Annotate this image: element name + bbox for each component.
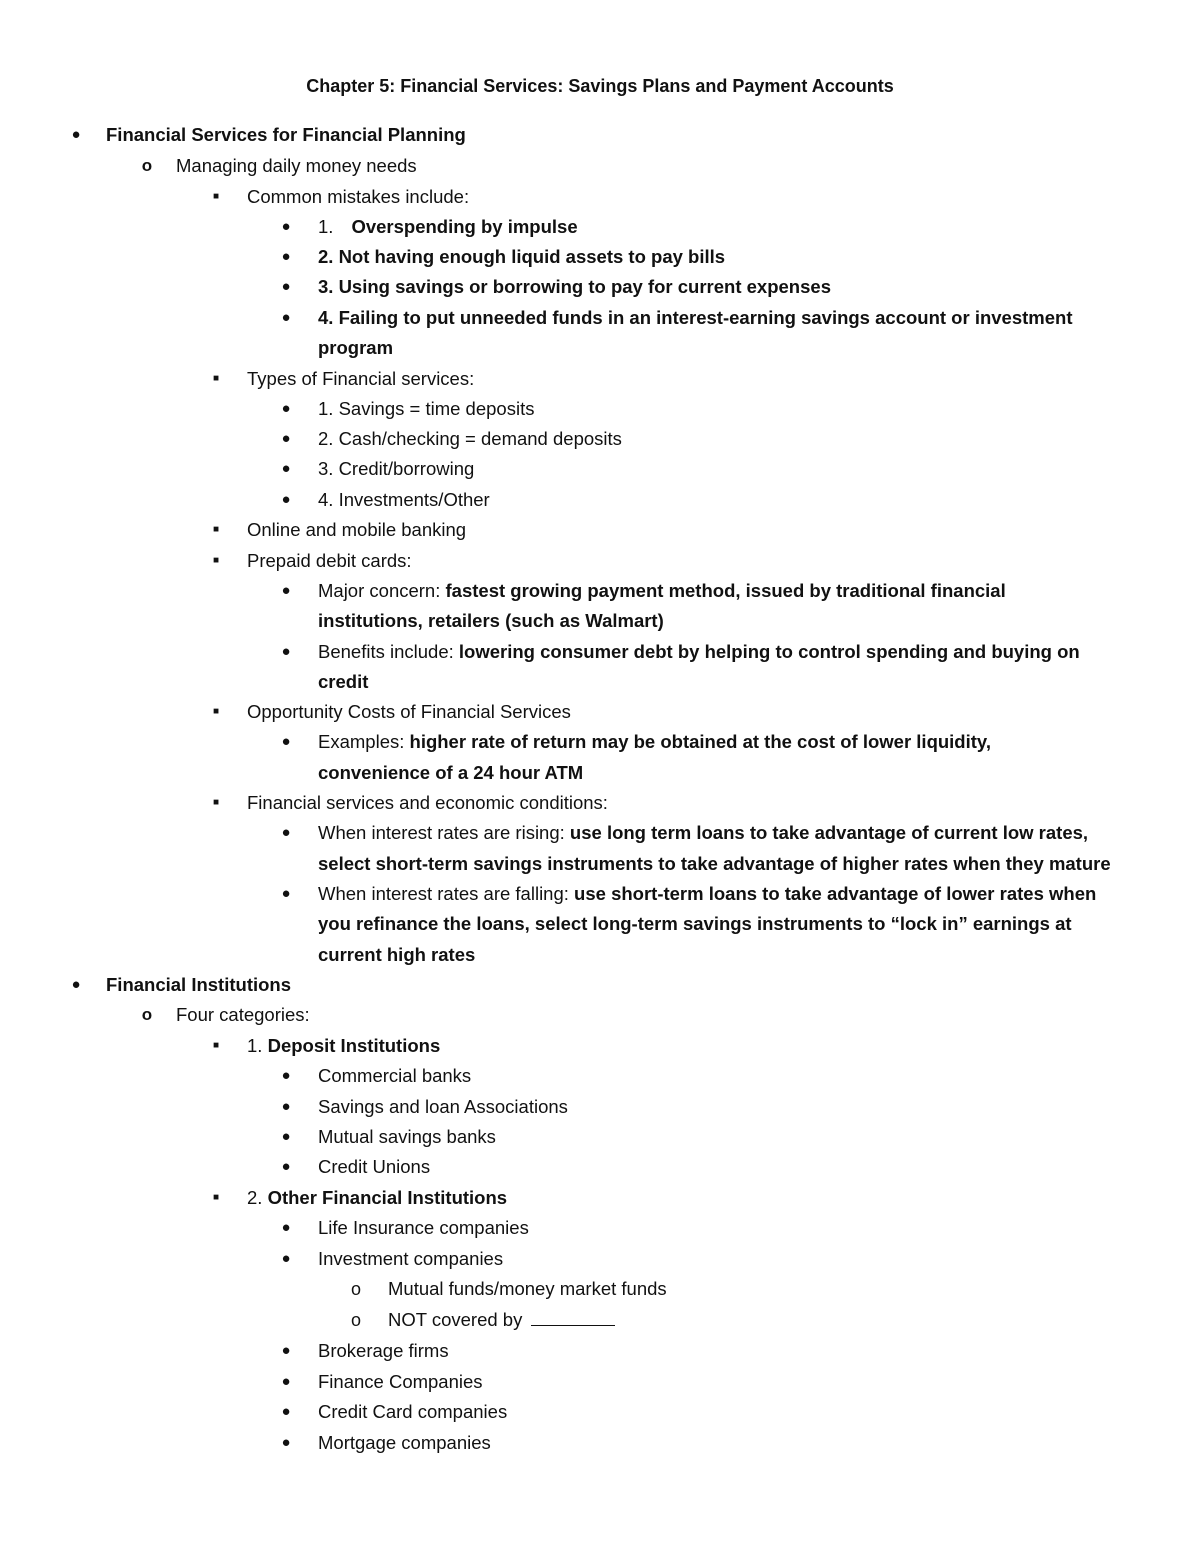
item-label: When interest rates are rising: (318, 822, 570, 843)
list-item (0, 151, 1200, 181)
item-text: 1. Savings = time deposits (318, 398, 535, 419)
item-label: Major concern: (318, 580, 446, 601)
disc-bullet-icon: ● (281, 248, 291, 265)
circle-bullet-icon: o (141, 156, 153, 175)
disc-bullet-icon: ● (281, 1434, 291, 1451)
disc-bullet-icon: ● (281, 309, 291, 326)
list-item (0, 1183, 1200, 1213)
item-text (247, 1031, 440, 1061)
list-item (0, 1152, 1200, 1182)
list-item (0, 1092, 1200, 1122)
item-text: Common mistakes include: (247, 186, 470, 207)
item-bold-text: fastest growing payment method, issued by traditional financial (445, 580, 1006, 601)
item-bold-text: higher rate of return may be obtained at the cost of lower liquidity, (409, 731, 991, 752)
list-item-continuation (0, 667, 1200, 697)
heading-text: Financial Institutions (106, 974, 292, 995)
list-item (0, 697, 1200, 727)
list-item (0, 454, 1200, 484)
disc-bullet-icon: ● (281, 1403, 291, 1420)
item-label: NOT covered by (388, 1309, 528, 1330)
disc-bullet-icon: ● (281, 733, 291, 750)
list-item (0, 727, 1200, 757)
item-bold-text: lowering consumer debt by helping to control spending and buying on (458, 641, 1080, 662)
item-label: Examples: (318, 731, 410, 752)
square-bullet-icon: ■ (212, 706, 220, 717)
disc-bullet-icon: ● (281, 1098, 291, 1115)
item-text: Credit Unions (318, 1156, 431, 1177)
list-item (0, 1061, 1200, 1091)
disc-bullet-icon: ● (71, 976, 81, 993)
disc-bullet-icon: ● (281, 885, 291, 902)
list-item (0, 1428, 1200, 1458)
section-heading-financial-services (0, 120, 1200, 150)
list-item (0, 303, 1200, 333)
list-item (0, 272, 1200, 302)
list-item (0, 182, 1200, 212)
square-bullet-icon: ■ (212, 524, 220, 535)
circle-bullet-icon: o (141, 1005, 153, 1024)
disc-bullet-icon: ● (281, 1067, 291, 1084)
item-text: 3. Using savings or borrowing to pay for current expenses (318, 276, 831, 297)
item-number: 2. (247, 1187, 268, 1208)
square-bullet-icon: ■ (212, 797, 220, 808)
item-text: current high rates (318, 944, 476, 965)
list-item-continuation (0, 333, 1200, 363)
item-text (388, 1305, 615, 1335)
disc-bullet-icon: ● (281, 1373, 291, 1390)
item-text (318, 818, 1088, 848)
list-item (0, 1367, 1200, 1397)
item-label: Benefits include: (318, 641, 459, 662)
item-text: 3. Credit/borrowing (318, 458, 475, 479)
item-number: 1. (247, 1035, 268, 1056)
item-text: Managing daily money needs (176, 155, 417, 176)
list-item (0, 212, 1200, 242)
square-bullet-icon: ■ (212, 373, 220, 384)
disc-bullet-icon: ● (281, 1158, 291, 1175)
item-bold-text: use short-term loans to take advantage of lower rates when (574, 883, 1097, 904)
item-text: select short-term savings instruments to take advantage of higher rates when they mature (318, 853, 1111, 874)
disc-bullet-icon: ● (281, 643, 291, 660)
item-text: Savings and loan Associations (318, 1096, 568, 1117)
list-item (0, 485, 1200, 515)
list-item (0, 1305, 1200, 1335)
item-text (318, 879, 1096, 909)
list-item (0, 242, 1200, 272)
disc-bullet-icon: ● (281, 278, 291, 295)
disc-bullet-icon: ● (281, 824, 291, 841)
item-text: institutions, retailers (such as Walmart) (318, 610, 664, 631)
item-text (318, 576, 1006, 606)
item-text: Life Insurance companies (318, 1217, 529, 1238)
item-text: Investment companies (318, 1248, 504, 1269)
item-bold-text: Other Financial Institutions (267, 1187, 508, 1208)
circle-bullet-icon: o (350, 1279, 361, 1299)
list-item (0, 1213, 1200, 1243)
list-item (0, 1000, 1200, 1030)
item-text: you refinance the loans, select long-term savings instruments to “lock in” earnings at (318, 913, 1072, 934)
disc-bullet-icon: ● (281, 1342, 291, 1359)
list-item-continuation (0, 606, 1200, 636)
item-text: Opportunity Costs of Financial Services (247, 701, 571, 722)
list-item (0, 879, 1200, 909)
item-text: 4. Failing to put unneeded funds in an interest-earning savings account or investment (318, 307, 1073, 328)
item-text: 2. Not having enough liquid assets to pay bills (318, 246, 726, 267)
item-text: Mutual savings banks (318, 1126, 496, 1147)
disc-bullet-icon: ● (281, 491, 291, 508)
disc-bullet-icon: ● (281, 218, 291, 235)
item-text: Online and mobile banking (247, 519, 467, 540)
disc-bullet-icon: ● (281, 582, 291, 599)
disc-bullet-icon: ● (281, 1128, 291, 1145)
item-text (318, 637, 1080, 667)
list-item (0, 424, 1200, 454)
item-text: Financial services and economic conditions: (247, 792, 608, 813)
list-item-continuation (0, 940, 1200, 970)
item-text: Prepaid debit cards: (247, 550, 412, 571)
item-bold-text: use long term loans to take advantage of current low rates, (569, 822, 1089, 843)
list-item (0, 515, 1200, 545)
list-item (0, 1122, 1200, 1152)
list-item (0, 364, 1200, 394)
item-text: program (318, 337, 394, 358)
section-heading-financial-institutions (0, 970, 1200, 1000)
disc-bullet-icon: ● (281, 460, 291, 477)
list-item (0, 1336, 1200, 1366)
square-bullet-icon: ■ (212, 191, 220, 202)
list-item (0, 1274, 1200, 1304)
item-text: Brokerage firms (318, 1340, 449, 1361)
item-text: Mortgage companies (318, 1432, 491, 1453)
circle-bullet-icon: o (350, 1310, 361, 1330)
list-item-continuation (0, 758, 1200, 788)
item-text: Finance Companies (318, 1371, 483, 1392)
item-text: credit (318, 671, 369, 692)
disc-bullet-icon: ● (281, 1219, 291, 1236)
item-text (318, 727, 991, 757)
square-bullet-icon: ■ (212, 1192, 220, 1203)
item-bold-text: Overspending by impulse (351, 216, 578, 237)
item-text (247, 1183, 507, 1213)
item-bold-text: Deposit Institutions (267, 1035, 441, 1056)
item-text: 2. Cash/checking = demand deposits (318, 428, 622, 449)
item-text: Four categories: (176, 1004, 310, 1025)
item-text: 4. Investments/Other (318, 489, 490, 510)
square-bullet-icon: ■ (212, 555, 220, 566)
item-text: Types of Financial services: (247, 368, 475, 389)
list-item-continuation (0, 849, 1200, 879)
item-text: convenience of a 24 hour ATM (318, 762, 584, 783)
item-text: Credit Card companies (318, 1401, 508, 1422)
item-text (318, 212, 578, 242)
list-item (0, 546, 1200, 576)
list-item (0, 576, 1200, 606)
list-item (0, 394, 1200, 424)
list-item (0, 637, 1200, 667)
list-item (0, 1397, 1200, 1427)
list-item (0, 1244, 1200, 1274)
item-label: When interest rates are falling: (318, 883, 575, 904)
item-text: Commercial banks (318, 1065, 472, 1086)
list-item-continuation (0, 909, 1200, 939)
disc-bullet-icon: ● (281, 400, 291, 417)
fill-in-blank (531, 1305, 615, 1326)
item-text: Mutual funds/money market funds (388, 1278, 667, 1299)
disc-bullet-icon: ● (71, 126, 81, 143)
disc-bullet-icon: ● (281, 1250, 291, 1267)
heading-text: Financial Services for Financial Planning (106, 124, 466, 145)
disc-bullet-icon: ● (281, 430, 291, 447)
item-number: 1. (318, 216, 334, 237)
list-item (0, 1031, 1200, 1061)
list-item (0, 788, 1200, 818)
list-item (0, 818, 1200, 848)
square-bullet-icon: ■ (212, 1040, 220, 1051)
page-title: Chapter 5: Financial Services: Savings Plans and Payment Accounts (306, 76, 894, 96)
